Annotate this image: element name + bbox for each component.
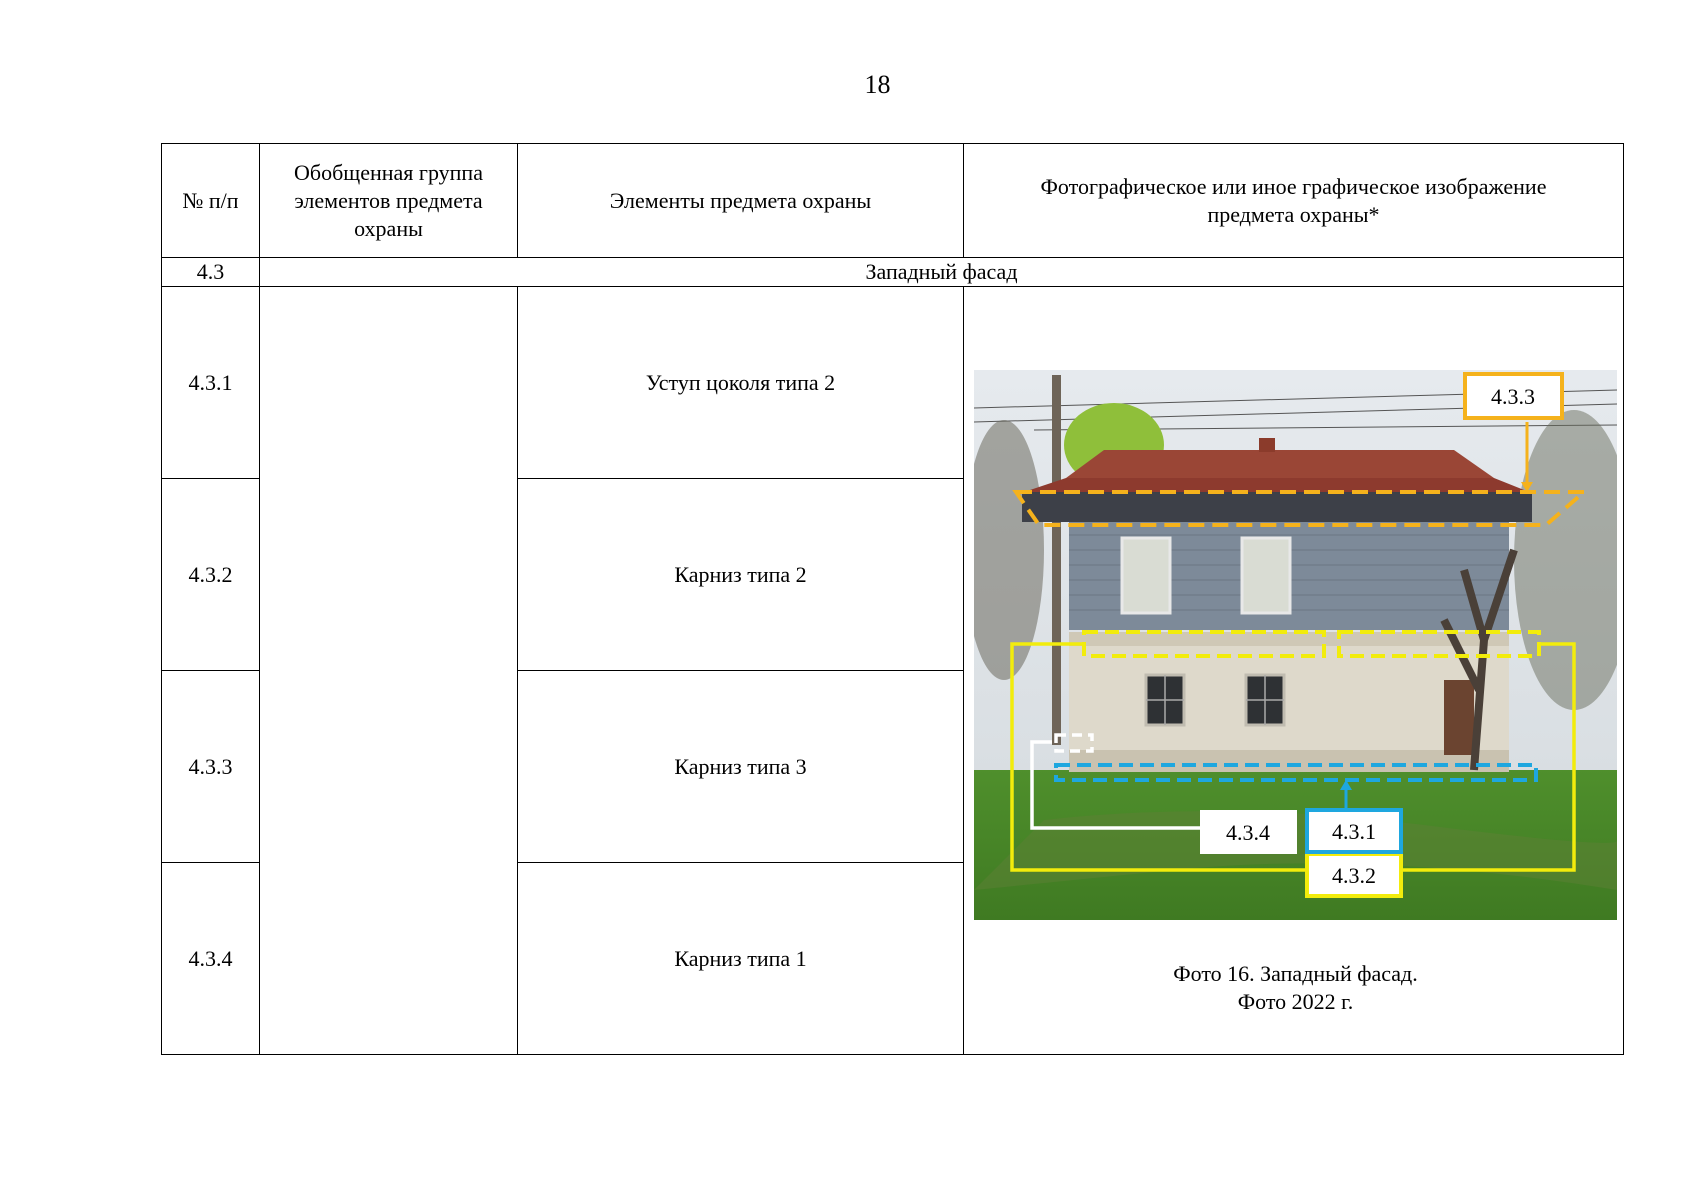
row-element: Карниз типа 2 [518, 479, 964, 671]
facade-photo-illustration [974, 370, 1617, 920]
caption-line-1: Фото 16. Западный фасад. [1173, 961, 1418, 986]
row-num: 4.3.3 [162, 671, 260, 863]
header-row [162, 144, 1624, 258]
caption-line-2: Фото 2022 г. [1237, 989, 1354, 1014]
plinth [1069, 750, 1509, 772]
chimney [1259, 438, 1275, 452]
facade-photo [974, 370, 1617, 920]
group-cell [260, 287, 518, 1055]
table-row [162, 287, 1624, 479]
section-title: Западный фасад [260, 258, 1624, 287]
protection-table [161, 143, 1624, 1055]
upper-cornice [1022, 492, 1532, 522]
label-434: 4.3.4 [1226, 820, 1270, 845]
header-num: № п/п [162, 144, 260, 258]
utility-pole [1052, 375, 1061, 745]
header-image: Фотографическое или иное графическое изображение предмета охраны* [964, 144, 1624, 258]
section-row [162, 258, 1624, 287]
row-element: Уступ цоколя типа 2 [518, 287, 964, 479]
row-element: Карниз типа 3 [518, 671, 964, 863]
photo-caption [964, 960, 1627, 1016]
row-num: 4.3.4 [162, 863, 260, 1055]
door [1444, 680, 1474, 755]
label-433: 4.3.3 [1491, 384, 1535, 409]
header-elements: Элементы предмета охраны [518, 144, 964, 258]
header-group: Обобщенная группа элементов предмета охраны [260, 144, 518, 258]
upper-window-2 [1242, 538, 1290, 613]
upper-window-1 [1122, 538, 1170, 613]
row-element: Карниз типа 1 [518, 863, 964, 1055]
row-num: 4.3.1 [162, 287, 260, 479]
page-number: 18 [864, 70, 891, 99]
lower-cornice [1069, 632, 1509, 646]
row-num: 4.3.2 [162, 479, 260, 671]
roof [1024, 478, 1529, 492]
section-num: 4.3 [162, 258, 260, 287]
photo-cell [964, 287, 1624, 1055]
roof-slope [1066, 450, 1494, 478]
label-432: 4.3.2 [1332, 863, 1376, 888]
label-431: 4.3.1 [1332, 819, 1376, 844]
